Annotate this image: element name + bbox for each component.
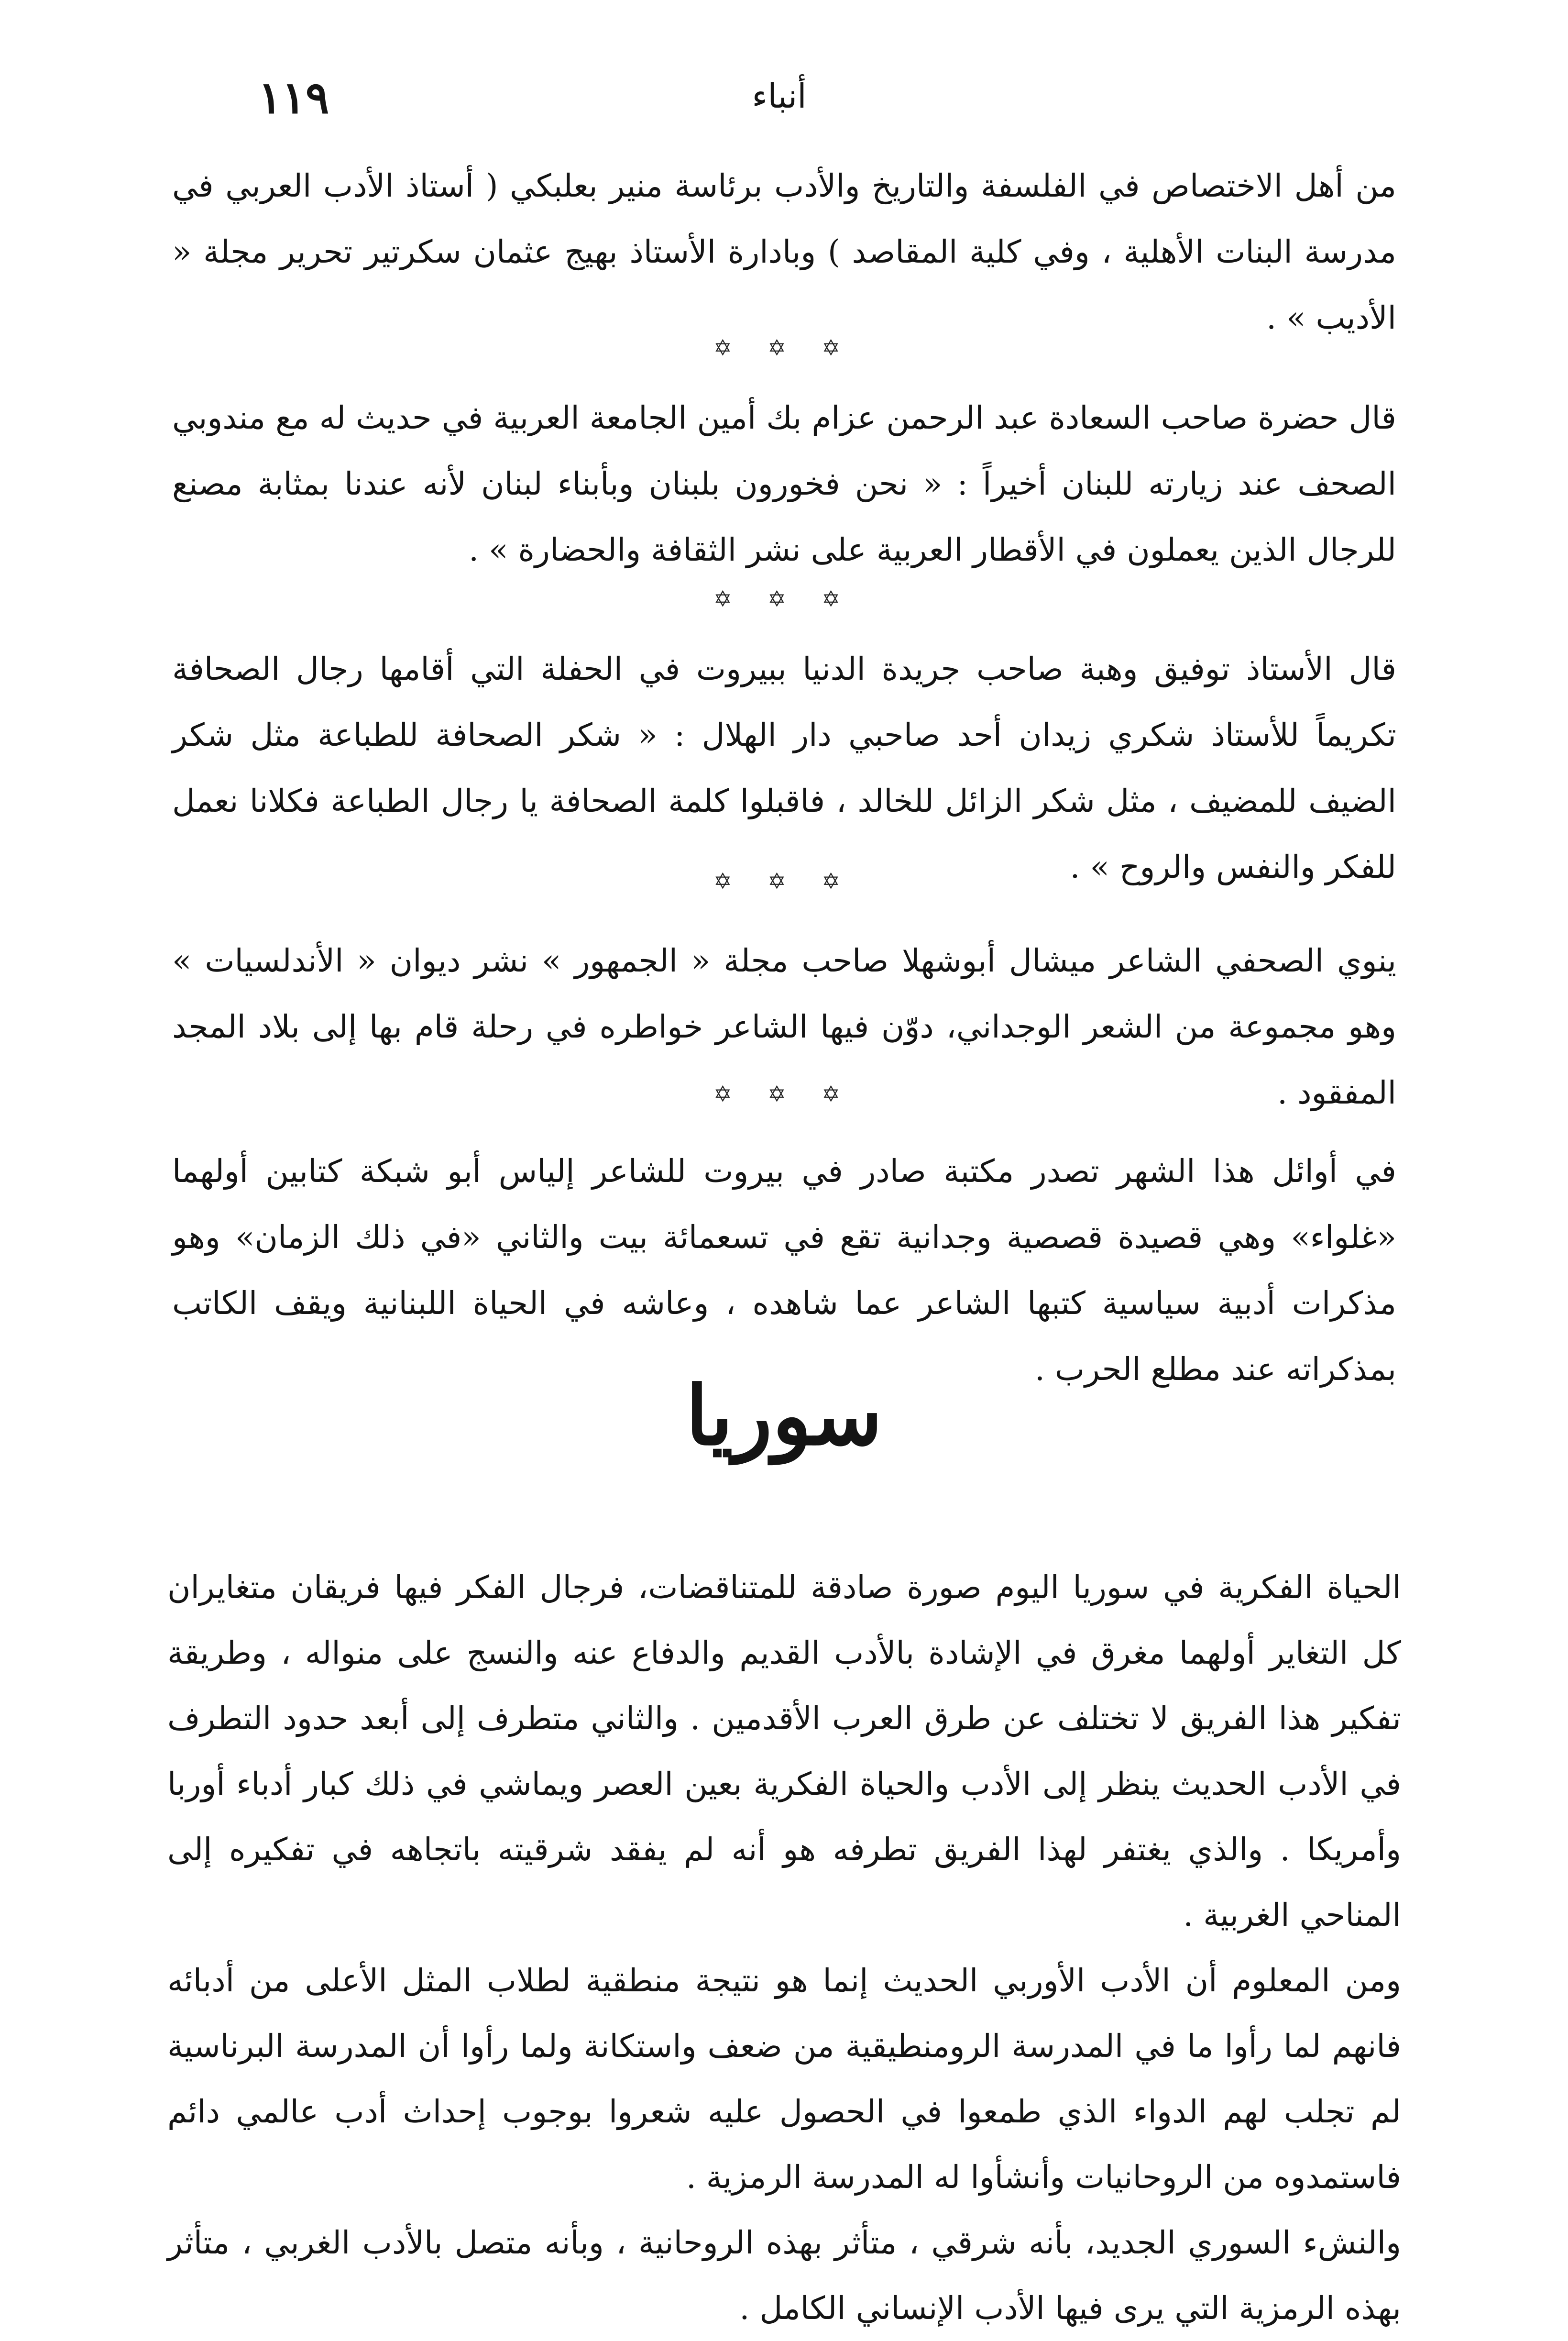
news-item-5 [172,1138,1396,1402]
section-heading: سوريا [685,1368,883,1464]
news-item-text: قال حضرة صاحب السعادة عبد الرحمن عزام بك أمين الجامعة العربية في حديث له مع مندوبي الصحف عند زيارته للبنان أخيراً : « نحن فخورون بلبنان وبأبناء لبنان لأنه عندنا بمثابة مصنع للرجال الذين يعملون في الأقطار العربية على نشر الثقافة والحضارة » . [172,399,1396,568]
section-paragraph: ومن المعلوم أن الأدب الأوربي الحديث إنما هو نتيجة منطقية لطلاب المثل الأعلى من أدبائه فانهم لما رأوا ما في المدرسة الرومنطيقية من ضعف واستكانة ولما رأوا أن المدرسة البرناسية لم تجلب لهم الدواء الذي طمعوا في الحصول عليه شعروا بوجوب إحداث أدب عالمي دائم فاستمدوه من الروحانيات وأنشأوا له المدرسة الرمزية . [167,1962,1401,2196]
running-title: أنباء [752,77,807,116]
section-paragraph: الحياة الفكرية في سوريا اليوم صورة صادقة للمتناقضات، فرجال الفكر فيها فريقان متغايران كل التغاير أولهما مغرق في الإشادة بالأدب القديم والدفاع عنه والنسج على منواله ، وطريقة تفكير هذا الفريق لا تختلف عن طرق العرب الأقدمين . والثاني متطرف إلى أبعد حدود التطرف في الأدب الحديث ينظر إلى الأدب والحياة الفكرية بعين العصر ويماشي في ذلك كبار أدباء أوربا وأمريكا . والذي يغتفر لهذا الفريق تطرفه هو أنه لم يفقد شرقيته باتجاهه في تفكيره إلى المناحي الغربية . [167,1569,1401,1933]
star-separator: ✡ ✡ ✡ [713,1081,855,1107]
star-separator: ✡ ✡ ✡ [713,586,855,612]
section-body [167,1555,1401,2341]
page-number: ١١٩ [258,72,329,123]
star-separator: ✡ ✡ ✡ [713,335,855,361]
section-paragraph: والنشء السوري الجديد، بأنه شرقي ، متأثر بهذه الروحانية ، وبأنه متصل بالأدب الغربي ، متأثر بهذه الرمزية التي يرى فيها الأدب الإنساني الكامل . [167,2224,1401,2327]
news-item-2 [172,385,1396,583]
news-item-text: في أوائل هذا الشهر تصدر مكتبة صادر في بيروت للشاعر إلياس أبو شبكة كتابين أولهما «غلواء» وهي قصيدة قصصية وجدانية تقع في تسعمائة بيت والثاني «في ذلك الزمان» وهو مذكرات أدبية سياسية كتبها الشاعر عما شاهده ، وعاشه في الحياة اللبنانية ويقف الكاتب بمذكراته عند مطلع الحرب . [172,1153,1396,1388]
news-item-text: ينوي الصحفي الشاعر ميشال أبوشهلا صاحب مجلة « الجمهور » نشر ديوان « الأندلسيات » وهو مجموعة من الشعر الوجداني، دوّن فيها الشاعر خواطره في رحلة قام بها إلى بلاد المجد المفقود . [172,942,1396,1111]
star-separator: ✡ ✡ ✡ [713,868,855,894]
news-item-text: من أهل الاختصاص في الفلسفة والتاريخ والأدب برئاسة منير بعلبكي ( أستاذ الأدب العربي في مدرسة البنات الأهلية ، وفي كلية المقاصد ) وبادارة الأستاذ بهيج عثمان سكرتير تحرير مجلة « الأديب » . [172,167,1396,336]
running-head [172,72,1386,134]
news-item-text: قال الأستاذ توفيق وهبة صاحب جريدة الدنيا ببيروت في الحفلة التي أقامها رجال الصحافة تكريماً للأستاذ شكري زيدان أحد صاحبي دار الهلال : « شكر الصحافة للطباعة مثل شكر الضيف للمضيف ، مثل شكر الزائل للخالد ، فاقبلوا كلمة الصحافة يا رجال الطباعة فكلانا نعمل للفكر والنفس والروح » . [172,651,1396,885]
news-item-1 [172,153,1396,351]
news-item-3 [172,636,1396,900]
